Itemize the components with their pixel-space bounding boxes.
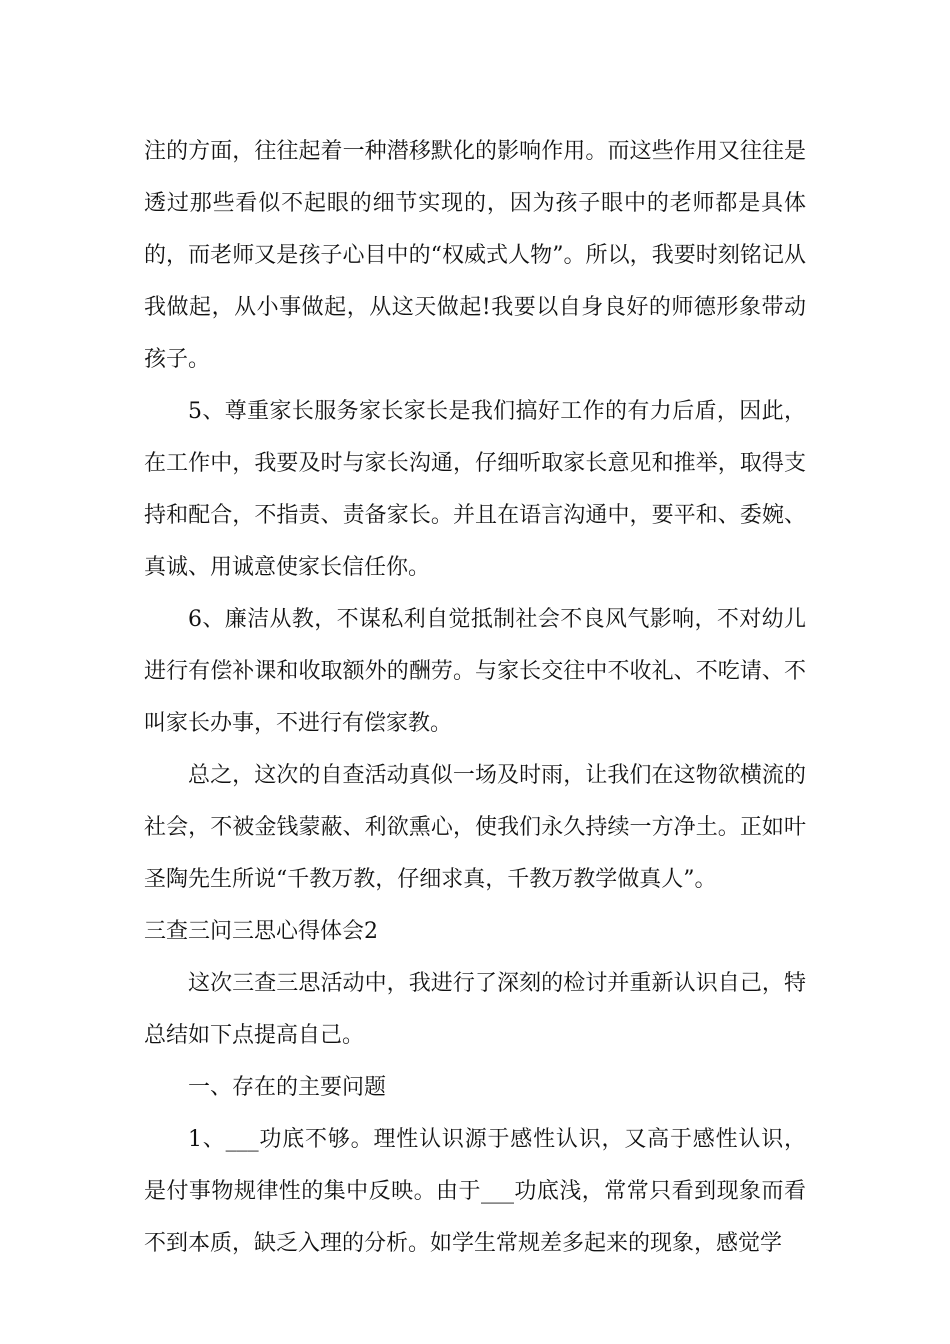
subheading-main-problems: 一、存在的主要问题 — [188, 1075, 387, 1100]
paragraph-item-5: 5、尊重家长服务家长家长是我们搞好工作的有力后盾，因此，在工作中，我要及时与家长沟通，仔细听取家长意见和推举，取得支持和配合，不指责、责备家长。并且在语言沟通中，要平和、委婉、真诚、用诚意使家长信任你。 — [144, 399, 806, 580]
section-title: 三查三问三思心得体会2 — [144, 919, 378, 944]
paragraph-intro: 这次三查三思活动中，我进行了深刻的检讨并重新认识自己，特总结如下点提高自己。 — [144, 971, 806, 1048]
paragraph-item-1: 1、___功底不够。理性认识源于感性认识，又高于感性认识，是付事物规律性的集中反映。由于___功底浅，常常只看到现象而看不到本质，缺乏入理的分析。如学生常规差多起来的现象，感觉学 — [144, 1127, 806, 1256]
paragraph-summary: 总之，这次的自查活动真似一场及时雨，让我们在这物欲横流的社会，不被金钱蒙蔽、利欲熏心，使我们永久持续一方净土。正如叶圣陶先生所说“千教万教，仔细求真，千教万教学做真人”。 — [144, 763, 806, 892]
paragraph-continuation: 注的方面，往往起着一种潜移默化的影响作用。而这些作用又往往是透过那些看似不起眼的细节实现的，因为孩子眼中的老师都是具体的，而老师又是孩子心目中的“权威式人物”。所以，我要时刻铭记从我做起，从小事做起，从这天做起!我要以自身良好的师德形象带动孩子。 — [144, 139, 806, 372]
paragraph-item-6: 6、廉洁从教，不谋私利自觉抵制社会不良风气影响，不对幼儿进行有偿补课和收取额外的酬劳。与家长交往中不收礼、不吃请、不叫家长办事，不进行有偿家教。 — [144, 607, 806, 736]
document-body — [144, 126, 806, 1270]
